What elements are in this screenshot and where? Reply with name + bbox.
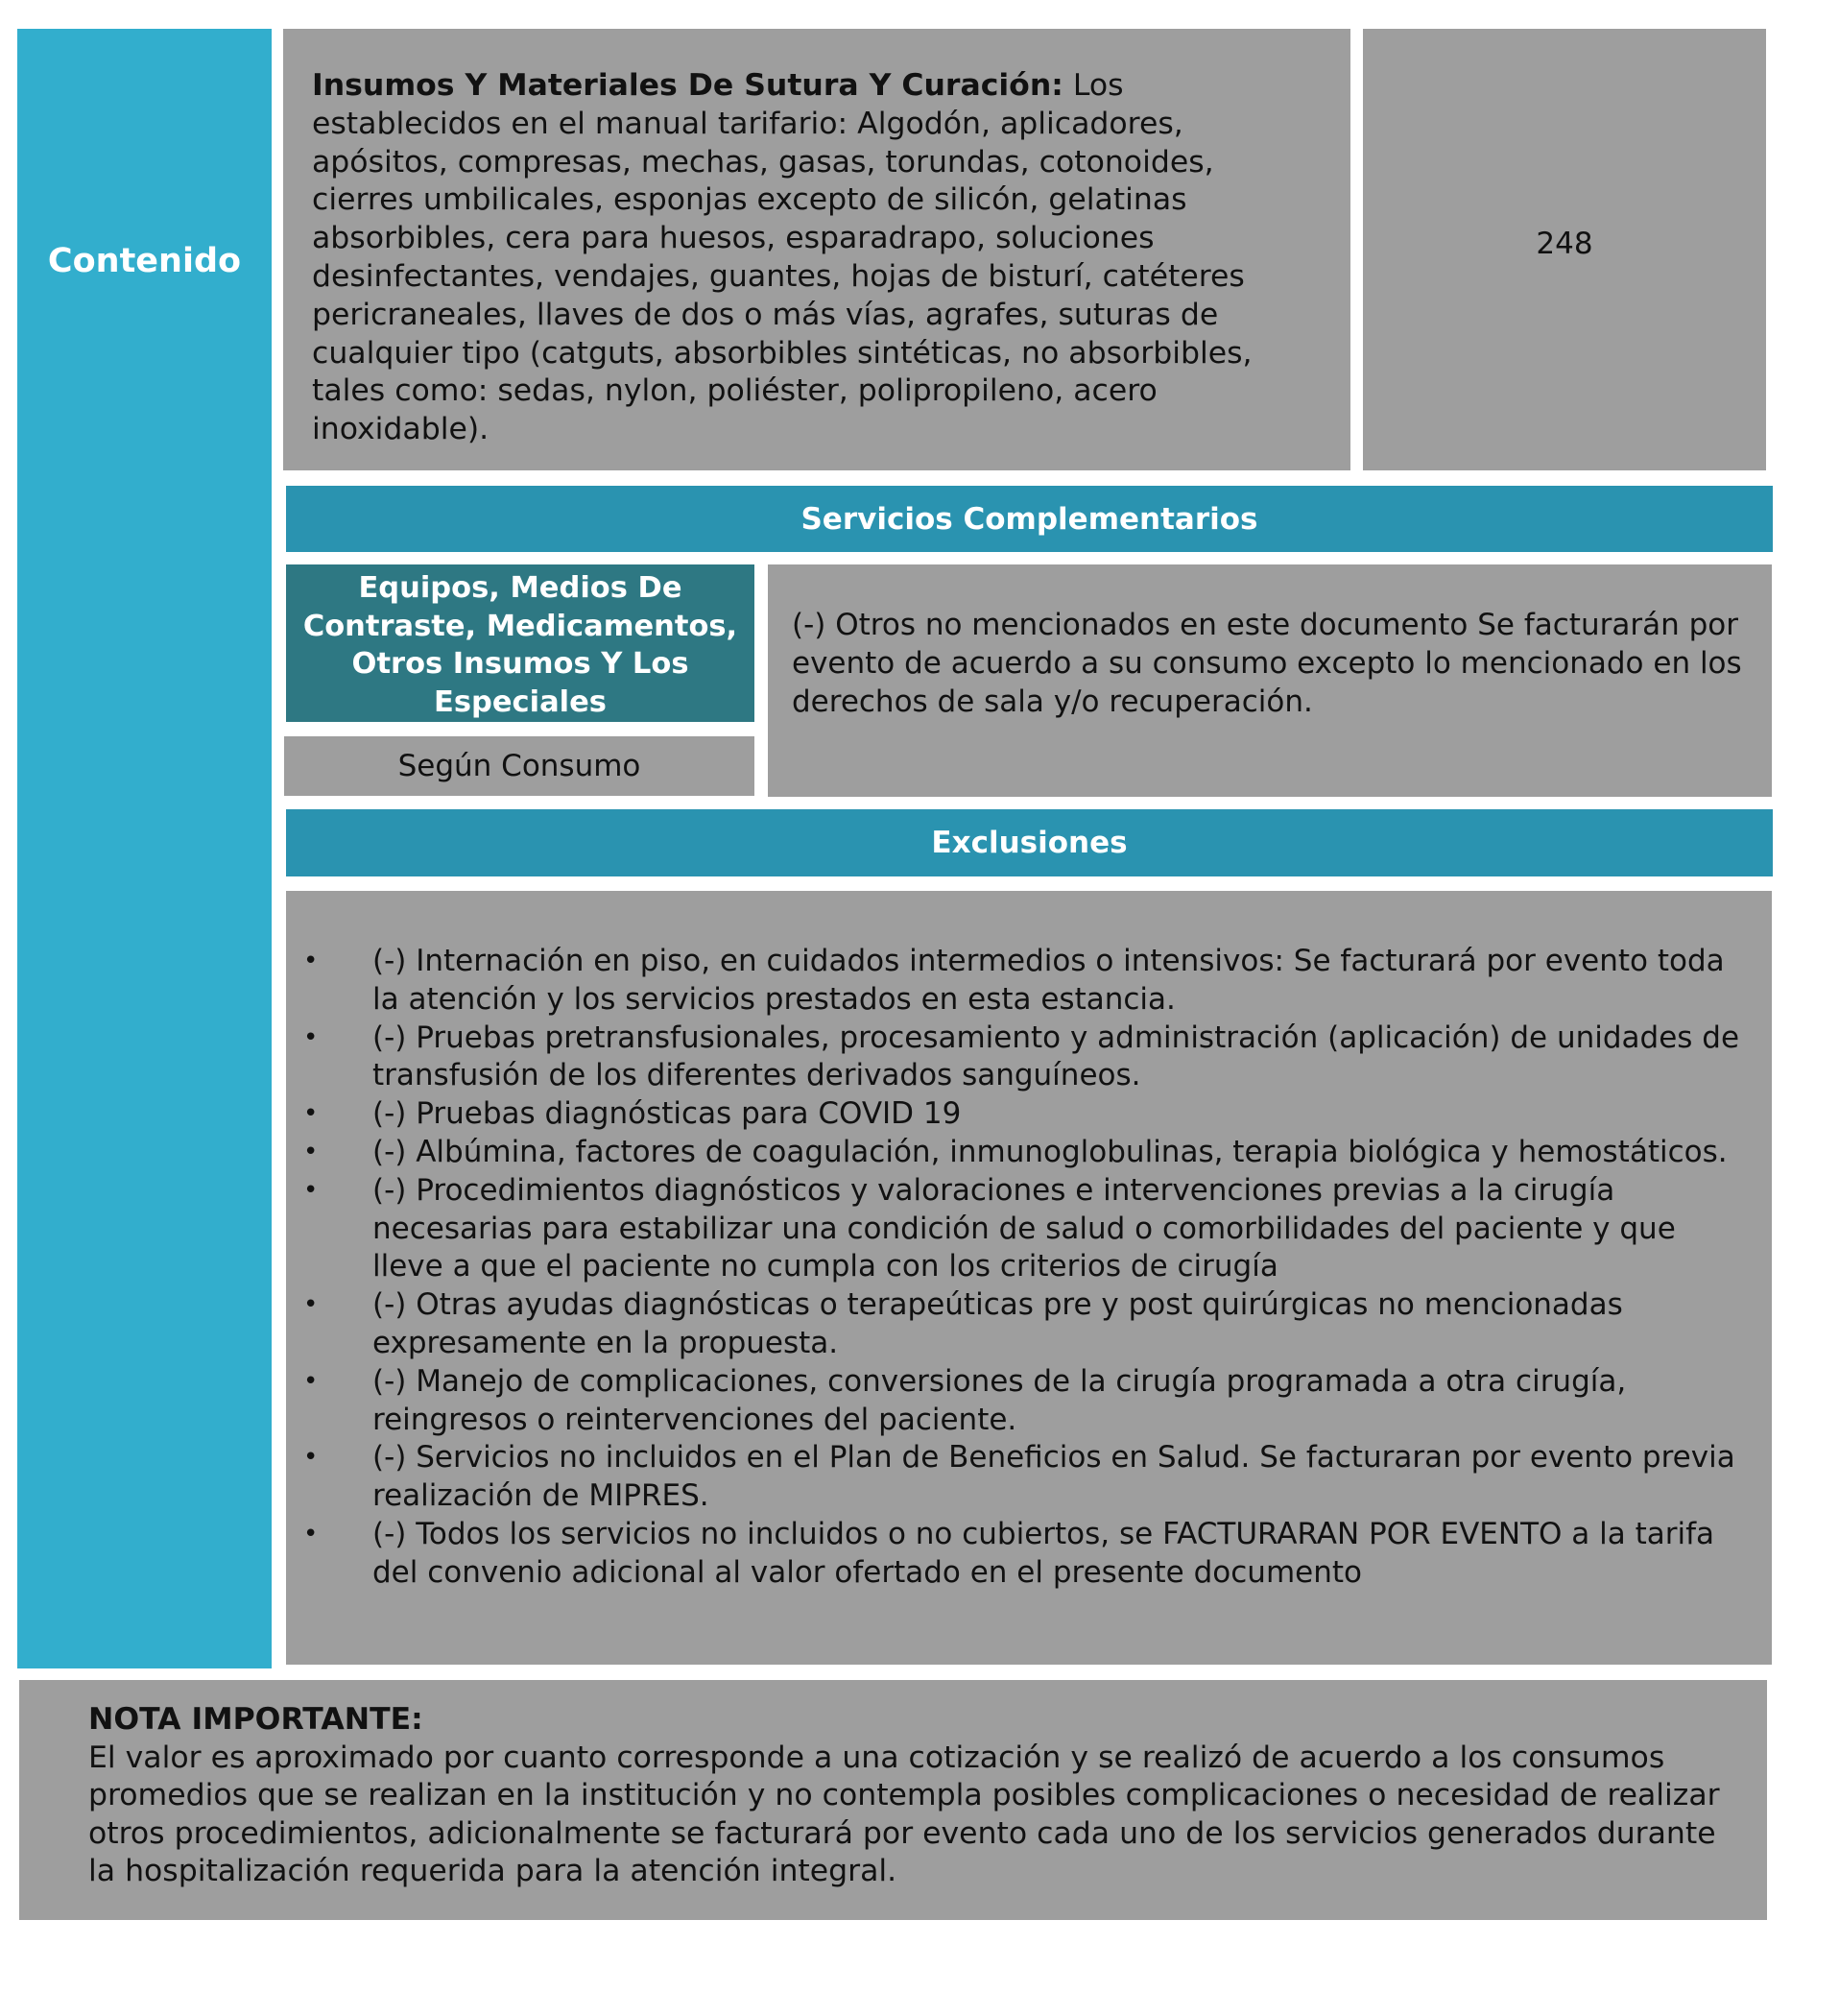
list-item-text: (-) Manejo de complicaciones, conversiones de la cirugía programada a otra cirugía, reingresos o reintervenciones del paciente. (372, 1363, 1627, 1437)
list-item-text: (-) Servicios no incluidos en el Plan de Beneficios en Salud. Se facturaran por evento previa realización de MIPRES. (372, 1440, 1735, 1514)
list-item (286, 943, 1772, 1020)
insumos-value: 248 (1536, 227, 1593, 261)
insumos-cell (283, 29, 1350, 470)
list-item-text: (-) Todos los servicios no incluidos o no cubiertos, se FACTURARAN POR EVENTO a la tarifa del convenio adicional al valor ofertado en el presente documento (372, 1516, 1715, 1590)
bullet-icon: • (303, 1175, 319, 1205)
equipos-value: Según Consumo (284, 736, 754, 796)
contenido-label: Contenido (47, 242, 242, 280)
list-item-text: (-) Internación en piso, en cuidados intermedios o intensivos: Se facturará por evento toda la atención y los servicios prestados en esta estancia. (372, 944, 1725, 1017)
list-item (286, 1286, 1772, 1363)
bullet-icon: • (303, 1290, 319, 1320)
bullet-icon: • (303, 1443, 319, 1473)
list-item (286, 1439, 1772, 1516)
nota-title: NOTA IMPORTANTE: (88, 1702, 423, 1737)
list-item (286, 1172, 1772, 1286)
list-item (286, 1020, 1772, 1096)
nota-importante (19, 1680, 1767, 1920)
nota-text: El valor es aproximado por cuanto corresponde a una cotización y se realizó de acuerdo a los consumos promedios que se realizan en la institución y no contempla posibles complicaciones o necesidad de realizar otros procedimientos, adicionalmente se facturará por evento cada uno de los servicios generados durante la hospitalización requerida para la atención integral. (88, 1740, 1720, 1889)
list-item (286, 1134, 1772, 1172)
equipos-label: Equipos, Medios De Contraste, Medicamentos, Otros Insumos Y Los Especiales (286, 564, 754, 722)
exclusiones-list (286, 943, 1772, 1593)
exclusiones-cell (286, 891, 1772, 1665)
list-item (286, 1516, 1772, 1593)
servicios-header: Servicios Complementarios (286, 486, 1773, 552)
bullet-icon: • (303, 1366, 319, 1396)
exclusiones-header: Exclusiones (286, 809, 1773, 876)
contenido-sidebar (17, 29, 272, 1668)
list-item-text: (-) Pruebas pretransfusionales, procesamiento y administración (aplicación) de unidades de transfusión de los diferentes derivados sanguíneos. (372, 1020, 1740, 1093)
bullet-icon: • (303, 947, 319, 975)
list-item (286, 1363, 1772, 1440)
bullet-icon: • (303, 1022, 319, 1052)
list-item-text: (-) Albúmina, factores de coagulación, inmunoglobulinas, terapia biológica y hemostáticos. (372, 1134, 1728, 1169)
list-item-text: (-) Otras ayudas diagnósticas o terapeúticas pre y post quirúrgicas no mencionadas expresamente en la propuesta. (372, 1287, 1623, 1360)
insumos-value-cell (1363, 29, 1766, 470)
insumos-text: Los establecidos en el manual tarifario: Algodón, aplicadores, apósitos, compresas, mechas, gasas, torundas, cotonoides, cierres umbilicales, esponjas excepto de silicón, gelatinas absorbibles, cera para huesos, esparadrapo, soluciones desinfectantes, vendajes, guantes, hojas de bisturí, catéteres pericraneales, llaves de dos o más vías, agrafes, suturas de cualquier tipo (catguts, absorbibles sintéticas, no absorbibles, tales como: sedas, nylon, poliéster, polipropileno, acero inoxidable). (312, 68, 1253, 447)
list-item-text: (-) Procedimientos diagnósticos y valoraciones e intervenciones previas a la cirugía necesarias para estabilizar una condición de salud o comorbilidades del paciente y que lleve a que el paciente no cumpla con los criterios de cirugía (372, 1172, 1676, 1284)
list-item (286, 1095, 1772, 1134)
list-item-text: (-) Pruebas diagnósticas para COVID 19 (372, 1096, 962, 1132)
bullet-icon: • (303, 1519, 319, 1548)
bullet-icon: • (303, 1137, 319, 1166)
insumos-title: Insumos Y Materiales De Sutura Y Curación: (312, 68, 1063, 103)
bullet-icon: • (303, 1099, 319, 1129)
servicios-otros-text: (-) Otros no mencionados en este documento Se facturarán por evento de acuerdo a su consumo excepto lo mencionado en los derechos de sala y/o recuperación. (768, 564, 1772, 797)
